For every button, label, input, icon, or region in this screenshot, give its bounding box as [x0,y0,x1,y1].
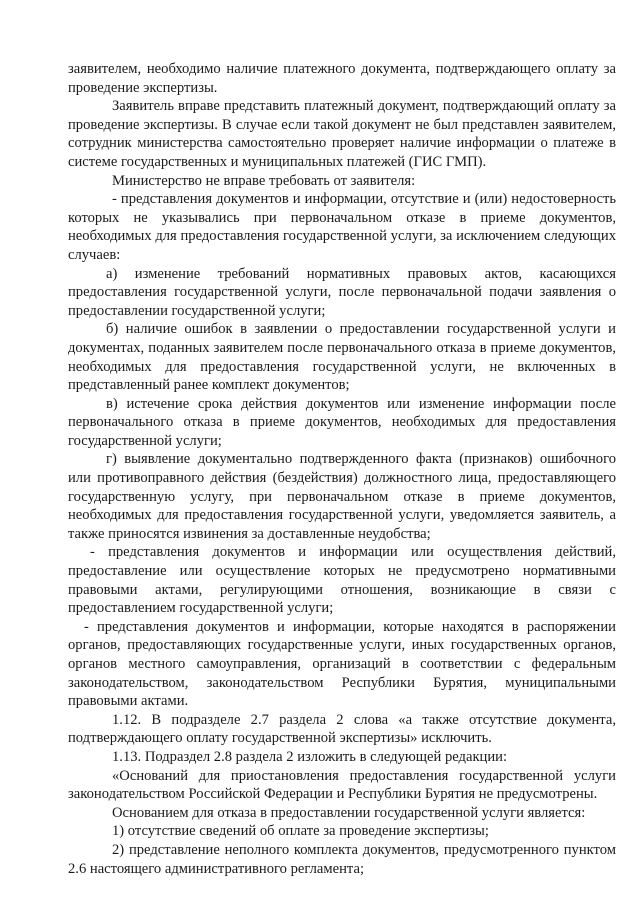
paragraph-refusal-grounds: Основанием для отказа в предоставлении государственной услуги является: [112,804,586,821]
paragraph-continuation: заявителем, необходимо наличие платежного документа, подтверждающего оплату за проведение экспертизы. [68,61,616,96]
paragraph-payment-document: Заявитель вправе представить платежный документ, подтверждающий оплату за проведение экспертизы. В случае если такой документ не был представлен заявителем, сотрудник министерства самостоятельно проверяет наличие информации о платеже в системе государственных и муниципальных платежей (ГИС ГМП). [68,98,616,170]
list-item-documents-info: - представления документов и информации, отсутствие и (или) недостоверность которых не указывались при первоначальном отказе в приеме документов, необходимых для предоставления государственной услуги, за исключением следующих случаев: [68,191,616,263]
list-item-a: а) изменение требований нормативных правовых актов, касающихся предоставления государственной услуги, после первоначальной подачи заявления о предоставлении государственной услуги; [68,265,616,319]
paragraph-ministry-not-entitled: Министерство не вправе требовать от заявителя: [112,172,416,189]
list-item-actions: - представления документов и информации или осуществления действий, предоставление или осуществление которых не предусмотрено нормативными правовыми актами, регулирующими отношения, возникающие в связи с предоставлением государственной услуги; [68,544,616,617]
list-item-b: б) наличие ошибок в заявлении о предоставлении государственной услуги и документах, поданных заявителем после первоначального отказа в приеме документов, необходимых для предоставления государственной услуги, не включенных в представленный ранее комплект документов; [68,321,616,394]
refusal-item-2: 2) представление неполного комплекта документов, предусмотренного пунктом 2.6 настоящего административного регламента; [68,841,616,877]
clause-1-12: 1.12. В подразделе 2.7 раздела 2 слова «а также отсутствие документа, подтверждающего оплату государственной экспертизы» исключить. [68,711,616,747]
clause-1-13: 1.13. Подраздел 2.8 раздела 2 изложить в следующей редакции: [112,748,508,765]
document-page [68,60,616,878]
list-item-g: г) выявление документально подтвержденного факта (признаков) ошибочного или противоправного действия (бездействия) должностного лица, предоставляющего государственную услугу, при первоначальном отказе в приеме документов, необходимых для предоставления государственной услуги, уведомляется заявитель, а также приносятся извинения за доставленные неудобства; [68,451,616,542]
refusal-item-1: 1) отсутствие сведений об оплате за проведение экспертизы; [112,823,489,840]
list-item-v: в) истечение срока действия документов или изменение информации после первоначального отказа в приеме документов, необходимых для предоставления государственной услуги; [68,395,616,449]
paragraph-suspension-grounds: «Оснований для приостановления предоставления государственной услуги законодательством Российской Федерации и Республики Бурятия не предусмотрены. [68,767,616,803]
list-item-other-organs: - представления документов и информации, которые находятся в распоряжении органов, предоставляющих государственные услуги, иных государственных органов, органов местного самоуправления, организаций в соответствии с федеральным законодательством, законодательством Республики Бурятия, муниципальными правовыми актами. [68,618,616,710]
